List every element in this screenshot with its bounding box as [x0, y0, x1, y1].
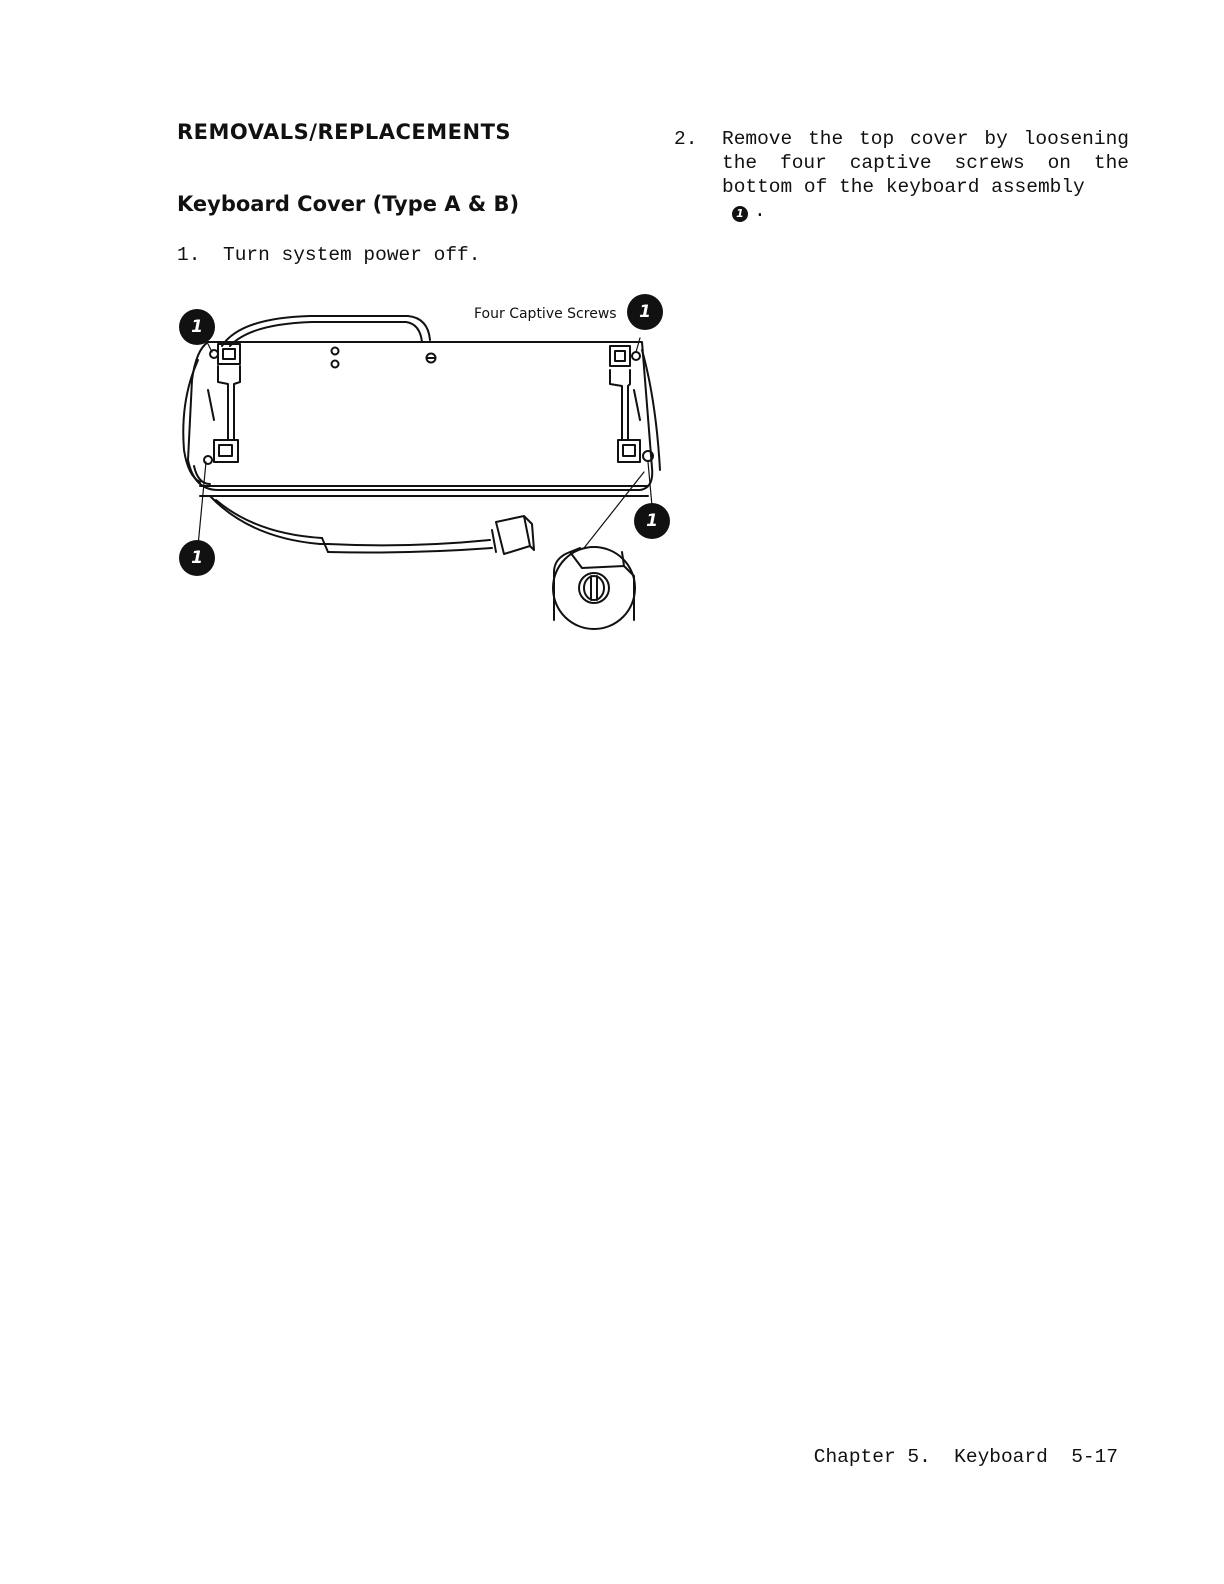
- callout-1-icon: 1: [634, 503, 670, 539]
- screw-bracket: [214, 440, 238, 462]
- callout-1-icon: 1: [732, 206, 748, 222]
- keyboard-bottom-drawing: [170, 290, 680, 635]
- step-2: [674, 127, 1129, 223]
- keyboard-outline: [188, 342, 652, 490]
- section-title: REMOVALS/REPLACEMENTS: [177, 120, 512, 144]
- screw-bracket: [618, 440, 640, 462]
- step-end: .: [754, 200, 766, 222]
- subsection-title: Keyboard Cover (Type A & B): [177, 192, 520, 216]
- step-text: Remove the top cover by loosening the four captive screws on the bottom of the keyboard assembly: [722, 128, 1129, 198]
- step-1: [177, 243, 480, 267]
- step-number: 2.: [674, 128, 698, 150]
- step-number: 1.: [177, 244, 201, 266]
- callout-1-icon: 1: [627, 294, 663, 330]
- screw-bracket: [218, 344, 240, 364]
- callout-1-icon: 1: [179, 540, 215, 576]
- step-text: Turn system power off.: [223, 244, 481, 266]
- screw-bracket: [610, 346, 630, 366]
- left-edge: [183, 360, 200, 482]
- page-footer: Chapter 5. Keyboard 5-17: [813, 1446, 1118, 1468]
- figure-label: Four Captive Screws: [474, 306, 617, 322]
- callout-1-icon: 1: [179, 309, 215, 345]
- keyboard-bottom-figure: [170, 290, 680, 635]
- cable-connector: [496, 516, 534, 554]
